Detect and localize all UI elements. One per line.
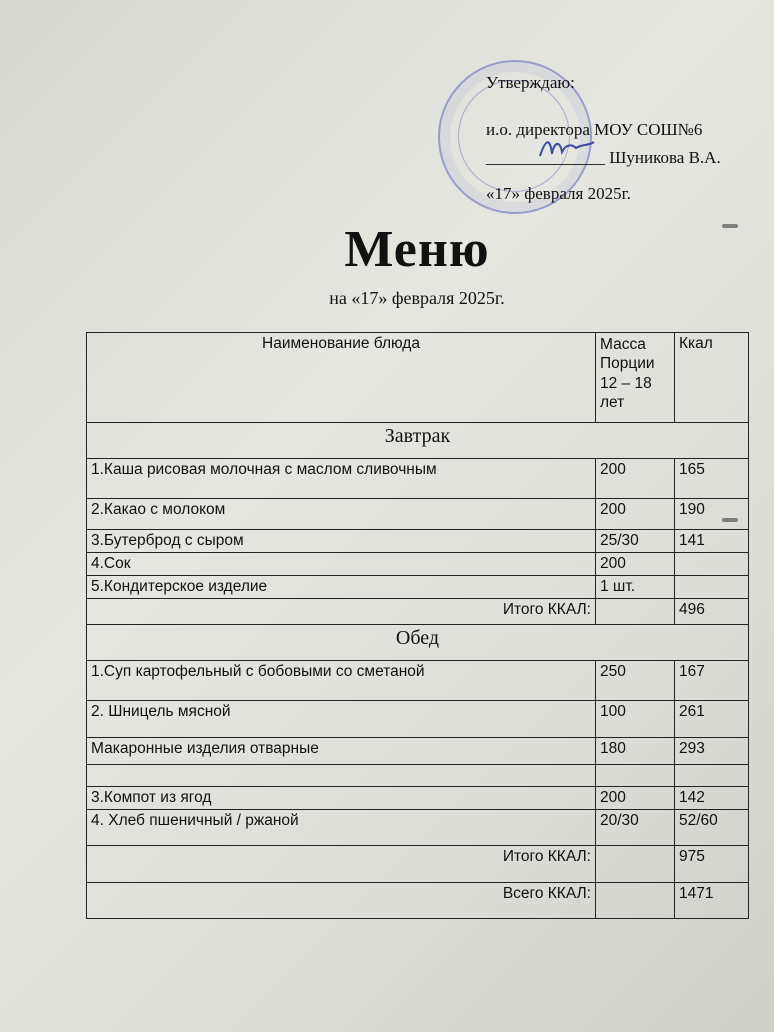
section-title-breakfast: Завтрак <box>87 423 749 459</box>
total-value: 496 <box>675 599 749 625</box>
dish-name: 4. Хлеб пшеничный / ржаной <box>87 810 596 846</box>
header-kcal: Ккал <box>675 333 749 423</box>
dish-mass: 20/30 <box>596 810 675 846</box>
approval-heading: Утверждаю: <box>486 73 575 92</box>
dish-name: 4.Сок <box>87 553 596 576</box>
table-row <box>87 530 749 553</box>
dish-kcal <box>675 765 749 787</box>
total-empty <box>596 883 675 919</box>
page-title: Меню <box>344 221 490 278</box>
dish-kcal: 142 <box>675 787 749 810</box>
approval-signatory: ______________ Шуникова В.А. <box>486 148 721 167</box>
total-value: 975 <box>675 846 749 883</box>
section-title-lunch: Обед <box>87 625 749 661</box>
dish-mass: 180 <box>596 738 675 765</box>
dish-name: 5.Кондитерское изделие <box>87 576 596 599</box>
grand-total-row <box>87 883 749 919</box>
table-row <box>87 553 749 576</box>
table-row <box>87 576 749 599</box>
approval-position: и.о. директора МОУ СОШ№6 <box>486 120 703 139</box>
dish-kcal: 167 <box>675 661 749 701</box>
total-empty <box>596 599 675 625</box>
approval-date: «17» февраля 2025г. <box>486 184 631 203</box>
total-row-breakfast <box>87 599 749 625</box>
total-label: Итого ККАЛ: <box>87 846 596 883</box>
dish-mass <box>596 765 675 787</box>
table-row-empty <box>87 765 749 787</box>
grand-total-label: Всего ККАЛ: <box>87 883 596 919</box>
dish-name: 2. Шницель мясной <box>87 701 596 738</box>
table-row <box>87 738 749 765</box>
dish-name: 1.Суп картофельный с бобовыми со сметаной <box>87 661 596 701</box>
table-row <box>87 701 749 738</box>
dish-kcal <box>675 553 749 576</box>
dish-kcal: 141 <box>675 530 749 553</box>
page-subtitle: на «17» февраля 2025г. <box>329 288 505 308</box>
header-mass: Масса Порции 12 – 18 лет <box>596 333 675 423</box>
dish-mass: 200 <box>596 553 675 576</box>
dish-mass: 1 шт. <box>596 576 675 599</box>
header-row <box>87 333 749 423</box>
dish-kcal: 52/60 <box>675 810 749 846</box>
total-row-lunch <box>87 846 749 883</box>
total-label: Итого ККАЛ: <box>87 599 596 625</box>
table-row <box>87 661 749 701</box>
table-row <box>87 810 749 846</box>
section-row-breakfast <box>87 423 749 459</box>
header-name: Наименование блюда <box>87 333 596 423</box>
section-row-lunch <box>87 625 749 661</box>
dish-mass: 100 <box>596 701 675 738</box>
dish-mass: 200 <box>596 787 675 810</box>
dish-kcal: 165 <box>675 459 749 499</box>
dish-mass: 200 <box>596 459 675 499</box>
table-row <box>87 787 749 810</box>
dish-kcal: 190 <box>675 499 749 530</box>
menu-table <box>86 332 749 919</box>
dish-mass: 200 <box>596 499 675 530</box>
table-row <box>87 459 749 499</box>
dish-name: 1.Каша рисовая молочная с маслом сливочным <box>87 459 596 499</box>
dish-name: 2.Какао с молоком <box>87 499 596 530</box>
dish-kcal: 261 <box>675 701 749 738</box>
dish-name: Макаронные изделия отварные <box>87 738 596 765</box>
dish-name: 3.Компот из ягод <box>87 787 596 810</box>
grand-total-value: 1471 <box>675 883 749 919</box>
dish-name <box>87 765 596 787</box>
dish-mass: 25/30 <box>596 530 675 553</box>
total-empty <box>596 846 675 883</box>
ink-mark <box>722 518 738 522</box>
table-row <box>87 499 749 530</box>
dish-kcal: 293 <box>675 738 749 765</box>
dish-name: 3.Бутерброд с сыром <box>87 530 596 553</box>
dish-kcal <box>675 576 749 599</box>
dish-mass: 250 <box>596 661 675 701</box>
